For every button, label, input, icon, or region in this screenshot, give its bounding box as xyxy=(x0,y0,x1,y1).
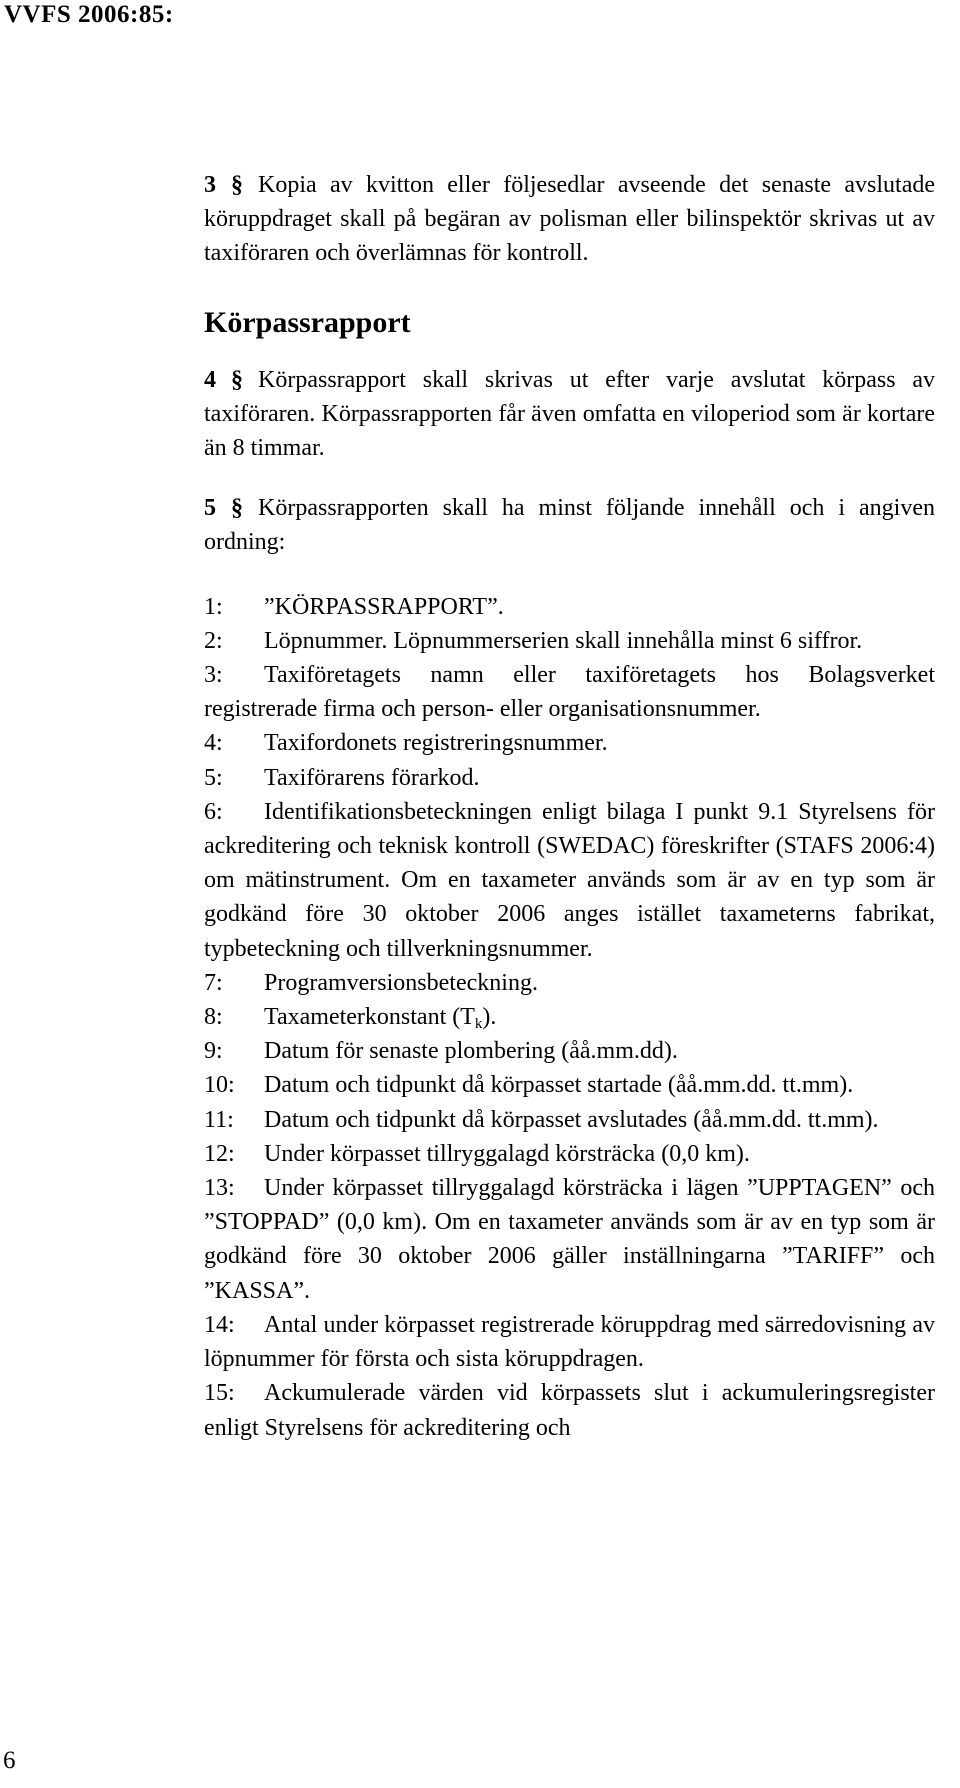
item-text: Datum och tidpunkt då körpasset avslutades (åå.mm.dd. tt.mm). xyxy=(264,1106,879,1133)
item-text: Antal under körpasset registrerade köruppdrag med särredovisning av löpnummer för första och sista köruppdragen. xyxy=(204,1311,935,1373)
list-item xyxy=(204,1171,935,1308)
item-number: 5: xyxy=(204,764,223,791)
item-text: Taxifordonets registreringsnummer. xyxy=(264,730,608,757)
item-text: Löpnummer. Löpnummerserien skall innehålla minst 6 siffror. xyxy=(264,627,863,654)
list-item xyxy=(204,1308,935,1376)
item-text: Identifikationsbeteckningen enligt bilaga I punkt 9.1 Styrelsens för ackreditering och teknisk kontroll (SWEDAC) föreskrifter (STAFS 2006:4) om mätinstrument. Om en taxameter används som är av en typ som är godkänd före 30 oktober 2006 anges istället taxameterns fabrikat, typbeteckning och tillverkningsnummer. xyxy=(204,798,935,962)
list-item xyxy=(204,795,935,966)
item-number: 8: xyxy=(204,1004,223,1031)
item-number: 14: xyxy=(204,1311,235,1338)
section-5 xyxy=(204,491,935,559)
section-number: 3 xyxy=(204,172,216,198)
item-subscript: k xyxy=(474,1016,483,1033)
item-number: 11: xyxy=(204,1106,234,1133)
section-text: Kopia av kvitton eller följesedlar avseende det senaste avslutade köruppdraget skall på begäran av polisman eller bilinspektör skrivas ut av taxiföraren och överlämnas för kontroll. xyxy=(204,172,935,267)
item-number: 2: xyxy=(204,627,223,654)
item-text: Programversionsbeteckning. xyxy=(264,969,538,996)
document-code-header: VVFS 2006:85: xyxy=(4,1,174,28)
item-text: Taxameterkonstant (T xyxy=(264,1004,475,1031)
item-number: 4: xyxy=(204,730,223,757)
item-text: ”KÖRPASSRAPPORT”. xyxy=(264,593,504,620)
section-text: Körpassrapport skall skrivas ut efter varje avslutat körpass av taxiföraren. Körpassrapporten får även omfatta en viloperiod som är kortare än 8 timmar. xyxy=(204,366,935,462)
list-item xyxy=(204,1000,935,1034)
section-3 xyxy=(204,168,935,271)
item-number: 12: xyxy=(204,1140,235,1167)
section-number: 5 xyxy=(204,495,216,522)
item-text: Taxiförarens förarkod. xyxy=(264,764,480,791)
item-text-after: ). xyxy=(482,1004,497,1031)
item-number: 9: xyxy=(204,1038,223,1065)
content-list xyxy=(204,590,935,1445)
paragraph-sign: § xyxy=(231,172,243,198)
section-heading: Körpassrapport xyxy=(204,305,411,339)
item-number: 7: xyxy=(204,969,223,996)
list-item xyxy=(204,1137,935,1171)
list-item xyxy=(204,590,935,624)
item-text: Ackumulerade värden vid körpassets slut i ackumuleringsregister enligt Styrelsens för ackreditering och xyxy=(204,1380,935,1441)
list-item xyxy=(204,1103,935,1137)
list-item xyxy=(204,658,935,726)
list-item xyxy=(204,1068,935,1102)
list-item xyxy=(204,624,935,658)
item-number: 13: xyxy=(204,1175,235,1202)
list-item xyxy=(204,726,935,760)
item-text: Under körpasset tillryggalagd körsträcka i lägen ”UPPTAGEN” och ”STOPPAD” (0,0 km). Om en taxameter används som är av en typ som är godkänd före 30 oktober 2006 gäller inställningarna ”TARIFF” och ”KASSA”. xyxy=(204,1175,935,1304)
item-number: 3: xyxy=(204,662,223,689)
item-number: 1: xyxy=(204,593,223,620)
item-text: Datum för senaste plombering (åå.mm.dd). xyxy=(264,1038,678,1065)
section-4 xyxy=(204,363,935,466)
list-item xyxy=(204,1034,935,1068)
section-text: Körpassrapporten skall ha minst följande innehåll och i angiven ordning: xyxy=(204,495,935,556)
section-number: 4 xyxy=(204,366,216,393)
list-item xyxy=(204,761,935,795)
page-body xyxy=(204,168,935,1445)
item-text: Under körpasset tillryggalagd körsträcka (0,0 km). xyxy=(264,1140,750,1167)
list-item xyxy=(204,966,935,1000)
item-number: 10: xyxy=(204,1072,235,1099)
paragraph-sign: § xyxy=(231,495,243,522)
page-number: 6 xyxy=(3,1747,16,1774)
item-number: 6: xyxy=(204,798,223,825)
list-item xyxy=(204,1376,935,1444)
item-number: 15: xyxy=(204,1380,235,1407)
item-text: Datum och tidpunkt då körpasset startade (åå.mm.dd. tt.mm). xyxy=(264,1072,854,1099)
paragraph-sign: § xyxy=(231,366,243,393)
item-text: Taxiföretagets namn eller taxiföretagets hos Bolagsverket registrerade firma och person- eller organisationsnummer. xyxy=(204,662,935,723)
